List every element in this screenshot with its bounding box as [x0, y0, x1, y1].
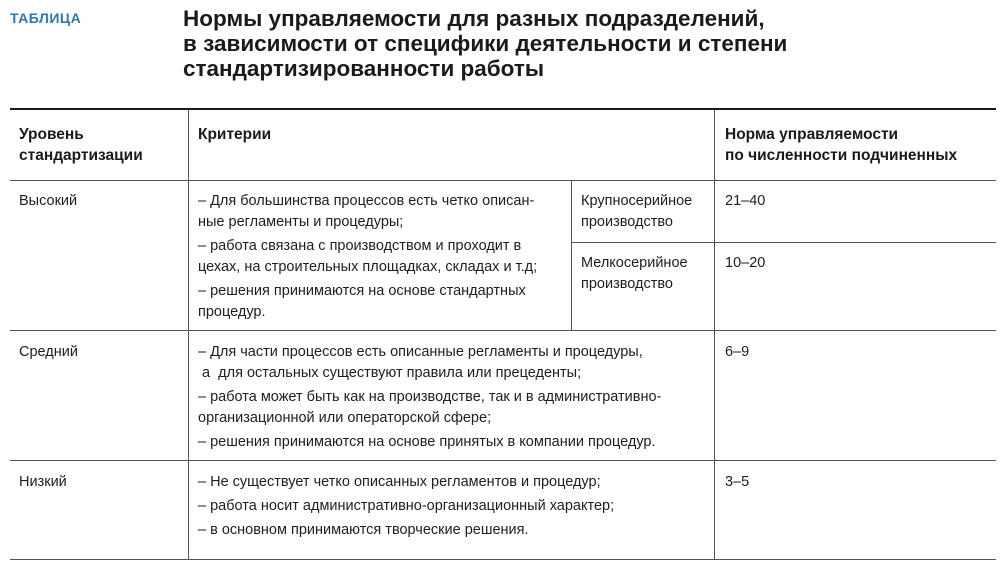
norm-value: 3–5: [725, 474, 750, 490]
row-divider: [10, 460, 996, 461]
criteria-item: [198, 496, 614, 517]
table-top-rule: [10, 108, 996, 110]
criteria-high: [198, 191, 537, 326]
column-divider: [188, 110, 189, 559]
production-type-line: Мелкосерийное: [581, 255, 688, 271]
column-divider: [714, 110, 715, 559]
header-line: по численности подчиненных: [725, 147, 958, 164]
criteria-line: процедур.: [198, 304, 266, 320]
title-line: стандартизированности работы: [183, 56, 545, 81]
row-divider: [10, 180, 996, 181]
level-low: Низкий: [19, 474, 67, 490]
criteria-item: [198, 281, 537, 323]
criteria-line: – Для части процессов есть описанные регламенты и процедуры,: [198, 344, 643, 360]
norm-value: 6–9: [725, 344, 750, 360]
title-line: Нормы управляемости для разных подразделений,: [183, 6, 765, 31]
criteria-item: [198, 387, 661, 429]
criteria-item: [198, 236, 537, 278]
level-high: Высокий: [19, 193, 78, 209]
criteria-line: – работа носит административно-организационный характер;: [198, 498, 615, 514]
criteria-line: – Для большинства процессов есть четко описан-: [198, 193, 535, 209]
subrow-divider: [571, 242, 996, 243]
criteria-line: организационной или операторской сфере;: [198, 410, 492, 426]
header-line: Уровень: [19, 126, 84, 143]
header-level: [19, 124, 143, 166]
criteria-item: [198, 432, 661, 453]
criteria-line: ные регламенты и процедуры;: [198, 214, 404, 230]
header-line: Норма управляемости: [725, 126, 899, 143]
criteria-line: – в основном принимаются творческие решения.: [198, 522, 529, 538]
production-type-line: производство: [581, 214, 673, 230]
production-type-line: производство: [581, 276, 673, 292]
norm-value: 10–20: [725, 255, 766, 271]
criteria-line: – Не существует четко описанных регламентов и процедур;: [198, 474, 601, 490]
header-criteria: Критерии: [198, 126, 272, 143]
criteria-line: – работа связана с производством и проходит в: [198, 238, 522, 254]
header-line: стандартизации: [19, 147, 143, 164]
page-title: [183, 6, 983, 81]
production-type-small: [581, 253, 688, 295]
level-medium: Средний: [19, 344, 78, 360]
row-divider: [10, 330, 996, 331]
criteria-line: – работа может быть как на производстве, так и в административно-: [198, 389, 662, 405]
production-type-line: Крупносерийное: [581, 193, 693, 209]
column-divider: [571, 180, 572, 330]
criteria-line: а для остальных существуют правила или прецеденты;: [198, 365, 582, 381]
section-tag: ТАБЛИЦА: [10, 10, 82, 26]
production-type-large: [581, 191, 692, 233]
norm-value: 21–40: [725, 193, 766, 209]
criteria-low: [198, 472, 614, 544]
table-bottom-rule: [10, 559, 996, 560]
criteria-line: – решения принимаются на основе принятых в компании процедур.: [198, 434, 656, 450]
criteria-medium: [198, 342, 661, 456]
criteria-line: цехах, на строительных площадках, складах и т.д;: [198, 259, 538, 275]
title-line: в зависимости от специфики деятельности и степени: [183, 31, 788, 56]
criteria-item: [198, 342, 661, 384]
header-norm: [725, 124, 957, 166]
criteria-item: [198, 472, 614, 493]
criteria-item: [198, 520, 614, 541]
criteria-item: [198, 191, 537, 233]
criteria-line: – решения принимаются на основе стандартных: [198, 283, 526, 299]
